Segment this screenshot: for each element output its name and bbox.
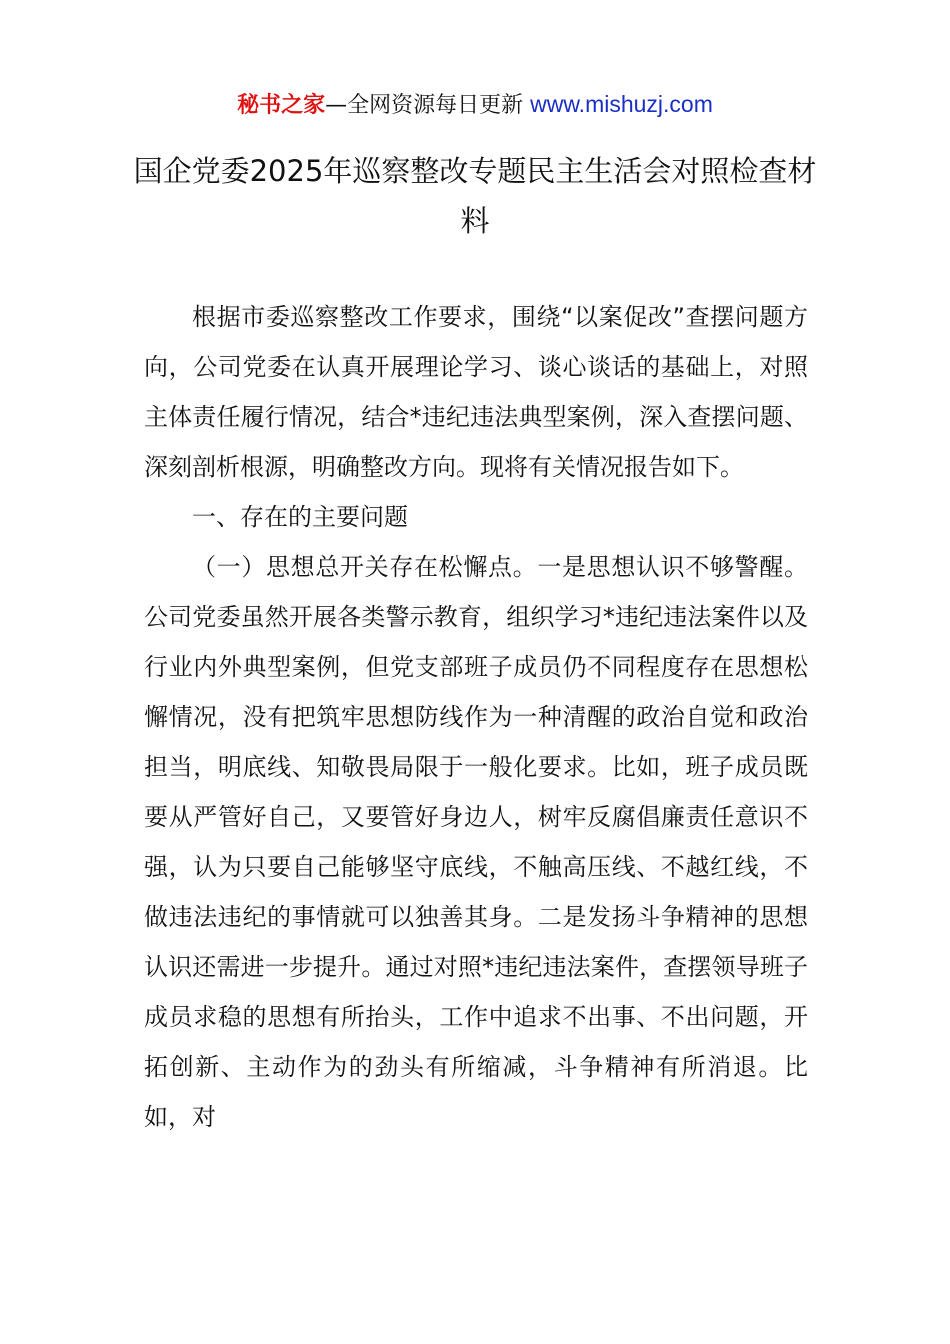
- brand-name: 秘书之家: [237, 93, 326, 118]
- document-title: 国企党委2025年巡察整改专题民主生活会对照检查材料: [133, 154, 817, 238]
- document-body: [144, 292, 808, 1142]
- header-tagline: —全网资源每日更新: [325, 93, 531, 118]
- body-paragraph: （一）思想总开关存在松懈点。一是思想认识不够警醒。公司党委虽然开展各类警示教育，组织学习*违纪违法案件以及行业内外典型案例，但党支部班子成员仍不同程度存在思想松懈情况，没有把筑牢思想防线作为一种清醒的政治自觉和政治担当，明底线、知敬畏局限于一般化要求。比如，班子成员既要从严管好自己，又要管好身边人，树牢反腐倡廉责任意识不强，认为只要自己能够坚守底线，不触高压线、不越红线，不做违法违纪的事情就可以独善其身。二是发扬斗争精神的思想认识还需进一步提升。通过对照*违纪违法案件，查摆领导班子成员求稳的思想有所抬头，工作中追求不出事、不出问题，开拓创新、主动作为的劲头有所缩减，斗争精神有所消退。比如，对: [144, 553, 808, 1131]
- site-url-link[interactable]: www.mishuzj.com: [530, 91, 713, 117]
- intro-paragraph: 根据市委巡察整改工作要求，围绕“以案促改”查摆问题方向，公司党委在认真开展理论学习、谈心谈话的基础上，对照主体责任履行情况，结合*违纪违法典型案例，深入查摆问题、深刻剖析根源，明确整改方向。现将有关情况报告如下。: [144, 303, 808, 481]
- site-header: [0, 88, 950, 122]
- section-heading: 一、存在的主要问题: [192, 503, 408, 531]
